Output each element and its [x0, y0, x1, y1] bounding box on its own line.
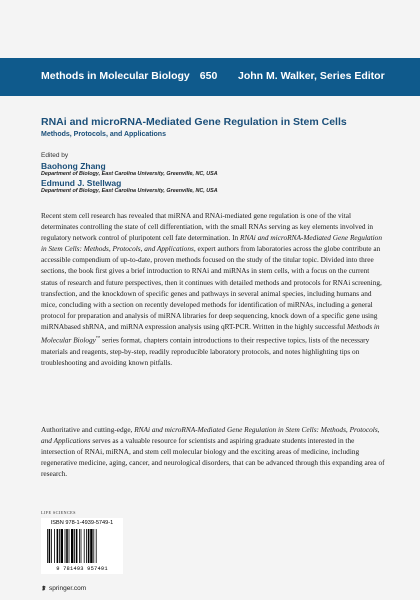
- series-name: [41, 70, 217, 82]
- publisher-url: springer.com: [49, 585, 87, 592]
- barcode-bar: [88, 529, 90, 563]
- barcode-bar: [86, 529, 87, 563]
- barcode-bar: [71, 529, 73, 563]
- barcode-bar: [69, 529, 70, 563]
- publisher-link[interactable]: [41, 585, 86, 592]
- barcode-bar: [57, 529, 59, 563]
- editor-affiliation: Department of Biology, East Carolina University, Greenville, NC, USA: [41, 171, 218, 177]
- text-run: series format, chapters contain introductions to their respective topics, lists of the necessary materials and reagents, step-by-step, readily reproducible laboratory protocols, and notes highlighting tips on troubleshooting and avoiding known pitfalls.: [41, 335, 370, 367]
- book-subtitle: Methods, Protocols, and Applications: [41, 131, 166, 138]
- barcode-bar: [54, 529, 55, 563]
- barcode-bar: [61, 529, 63, 563]
- barcode-bar: [79, 529, 80, 563]
- barcode-bar: [49, 529, 51, 563]
- barcode-bar: [93, 529, 94, 563]
- description-paragraph: [41, 210, 387, 368]
- isbn-barcode: [41, 518, 123, 574]
- barcode-bar: [66, 529, 68, 563]
- barcode-bar: [90, 529, 92, 563]
- description-paragraph: [41, 424, 387, 479]
- text-run: Recent stem cell research has revealed that miRNA and RNAi-mediated gene regulation is one of the vital determinates controlling the state of cell differentiation, with the small RNAs serving as key elements involved in regulatory network control of pluripotent cell fate determination. In: [41, 211, 373, 243]
- italic-title: RNAi and microRNA-Mediated Gene Regulation in Stem Cells: Methods, Protocols, and Applications,: [41, 233, 382, 254]
- editor-affiliation: Department of Biology, East Carolina University, Greenville, NC, USA: [41, 188, 218, 194]
- series-editor: John M. Walker, Series Editor: [238, 70, 385, 82]
- trademark-symbol: ™: [95, 335, 101, 341]
- editor-name: Baohong Zhang: [41, 161, 106, 171]
- springer-horse-icon: [41, 585, 47, 591]
- barcode-digits: 9 781493 957491: [56, 566, 108, 572]
- text-run: serves as a valuable resource for scientists and aspiring graduate students interested in the intersection of RNAi, miRNA, and stem cell molecular biology and the exciting areas of medicine, including regenerative medicine, aging, cancer, and neurological disorders, that can be advanced through this expanding area of research.: [41, 436, 385, 479]
- barcode-bar: [74, 529, 75, 563]
- editor-name: Edmund J. Stellwag: [41, 178, 122, 188]
- imprint-label: LIFE SCIENCES: [41, 510, 76, 515]
- italic-series: Methods in Molecular Biology: [41, 321, 380, 345]
- book-title: RNAi and microRNA-Mediated Gene Regulation in Stem Cells: [41, 116, 347, 128]
- italic-title: RNAi and microRNA-Mediated Gene Regulation in Stem Cells: Methods, Protocols, and Applications: [41, 425, 380, 446]
- barcode-bar: [84, 529, 85, 563]
- text-run: expert authors from laboratories across the globe contribute an accessible compendium of up-to-date, proven methods focused on the study of the titular topic. Divided into three sections, the book first gives a brief introduction to RNAi and miRNAs in stem cells, with a focus on the current status of research and future perspectives, then it continues with detailed methods and protocols for RNAi screening, transfection, and the knockdown of specific genes and pathways in several animal species, including humans and mice, concluding with a section on recently developed methods for identification of miRNAs, including a general protocol for preparation and analysis of miRNA libraries for deep sequencing, knock down of a specific gene using miRNAbased shRNA, and miRNA expression analysis using qRT-PCR. Written in the highly successful: [41, 244, 382, 331]
- text-run: Authoritative and cutting-edge,: [41, 425, 135, 434]
- barcode-bar: [65, 529, 66, 563]
- barcode-bar: [51, 529, 52, 563]
- barcode-icon: [45, 529, 119, 565]
- barcode-bar: [81, 529, 82, 563]
- series-band: [0, 58, 420, 96]
- isbn-label: ISBN 978-1-4939-5749-1: [50, 520, 114, 526]
- series-volume: 650: [199, 70, 218, 82]
- edited-by-label: Edited by: [41, 152, 69, 159]
- series-title: Methods in Molecular Biology: [41, 70, 190, 82]
- barcode-bar: [76, 529, 78, 563]
- barcode-bar: [59, 529, 60, 563]
- barcode-bar: [47, 529, 48, 563]
- barcode-bar: [96, 529, 97, 563]
